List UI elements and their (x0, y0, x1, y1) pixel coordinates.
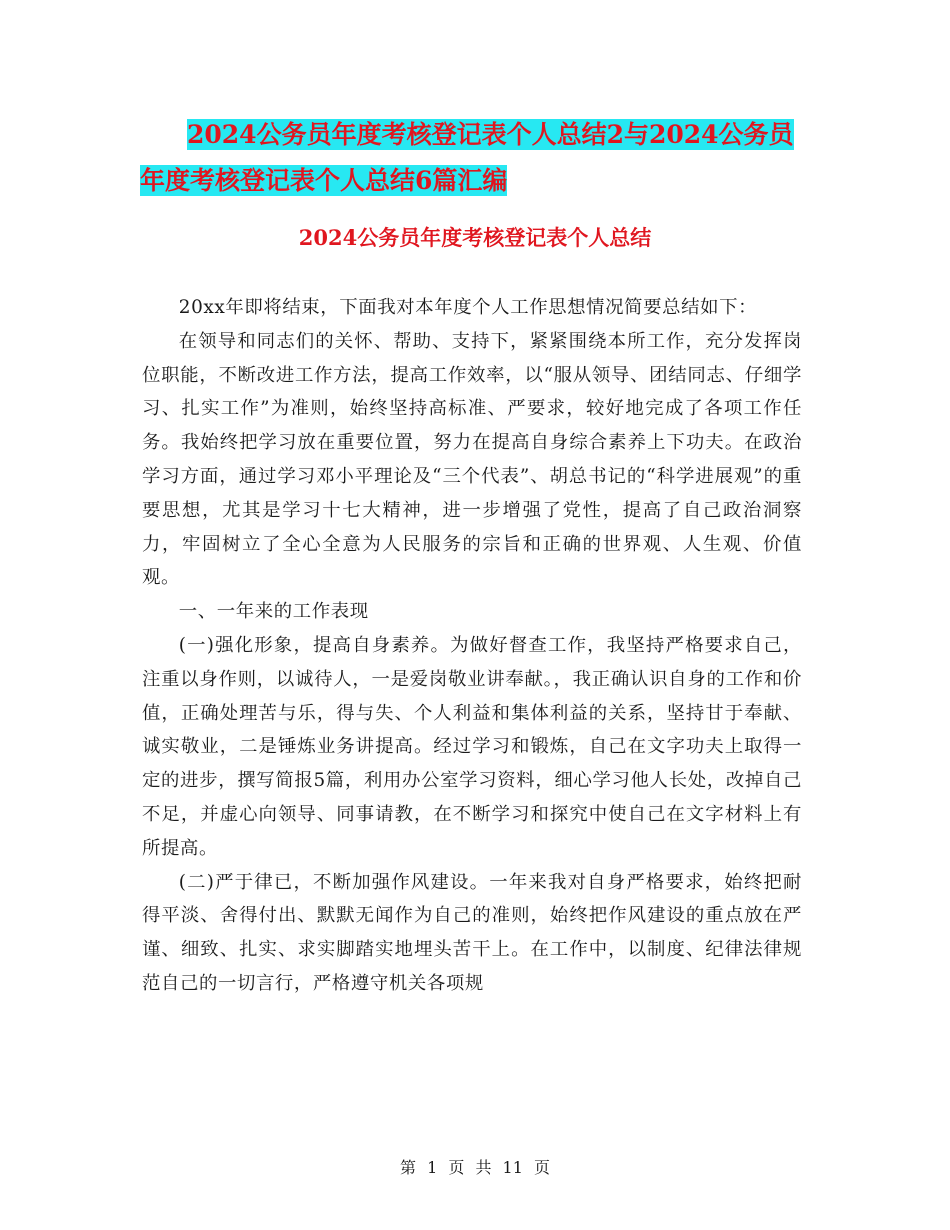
section-heading: 一、一年来的工作表现 (178, 601, 369, 623)
document-title (140, 112, 840, 204)
title-line-1: 2024公务员年度考核登记表个人总结2与2024公务员 (187, 120, 794, 149)
title-line-2: 年度考核登记表个人总结6篇汇编 (140, 166, 508, 195)
paragraph: (二)严于律已，不断加强作风建设。一年来我对自身严格要求，始终把耐得平淡、舍得付出、默默无闻作为自己的准则，始终把作风建设的重点放在严谨、细致、扎实、求实脚踏实地埋头苦干上。在工作中，以制度、纪律法律规范自己的一切言行，严格遵守机关各项规 (142, 871, 802, 994)
section-title: 2024公务员年度考核登记表个人总结 (298, 225, 652, 250)
page-number-footer: 第 1 页 共 11 页 (400, 1158, 550, 1177)
paragraph: 20xx年即将结束，下面我对本年度个人工作思想情况简要总结如下： (178, 297, 758, 318)
body-text (142, 291, 802, 1001)
paragraph: (一)强化形象，提高自身素养。为做好督查工作，我坚持严格要求自己，注重以身作则，以诚待人，一是爱岗敬业讲奉献。，我正确认识自身的工作和价值，正确处理苦与乐，得与失、个人利益和集体利益的关系，坚持甘于奉献、诚实敬业，二是锤炼业务讲提高。经过学习和锻炼，自己在文字功夫上取得一定的进步，撰写简报5篇，利用办公室学习资料，细心学习他人长处，改掉自己不足，并虚心向领导、同事请教，在不断学习和探究中使自己在文字材料上有所提高。 (142, 634, 802, 859)
paragraph: 在领导和同志们的关怀、帮助、支持下，紧紧围绕本所工作，充分发挥岗位职能，不断改进工作方法，提高工作效率，以“服从领导、团结同志、仔细学习、扎实工作”为准则，始终坚持高标准、严要求，较好地完成了各项工作任务。我始终把学习放在重要位置，努力在提高自身综合素养上下功夫。在政治学习方面，通过学习邓小平理论及“三个代表”、胡总书记的“科学进展观”的重要思想，尤其是学习十七大精神，进一步增强了党性，提高了自己政治洞察力，牢固树立了全心全意为人民服务的宗旨和正确的世界观、人生观、价值观。 (142, 330, 802, 589)
